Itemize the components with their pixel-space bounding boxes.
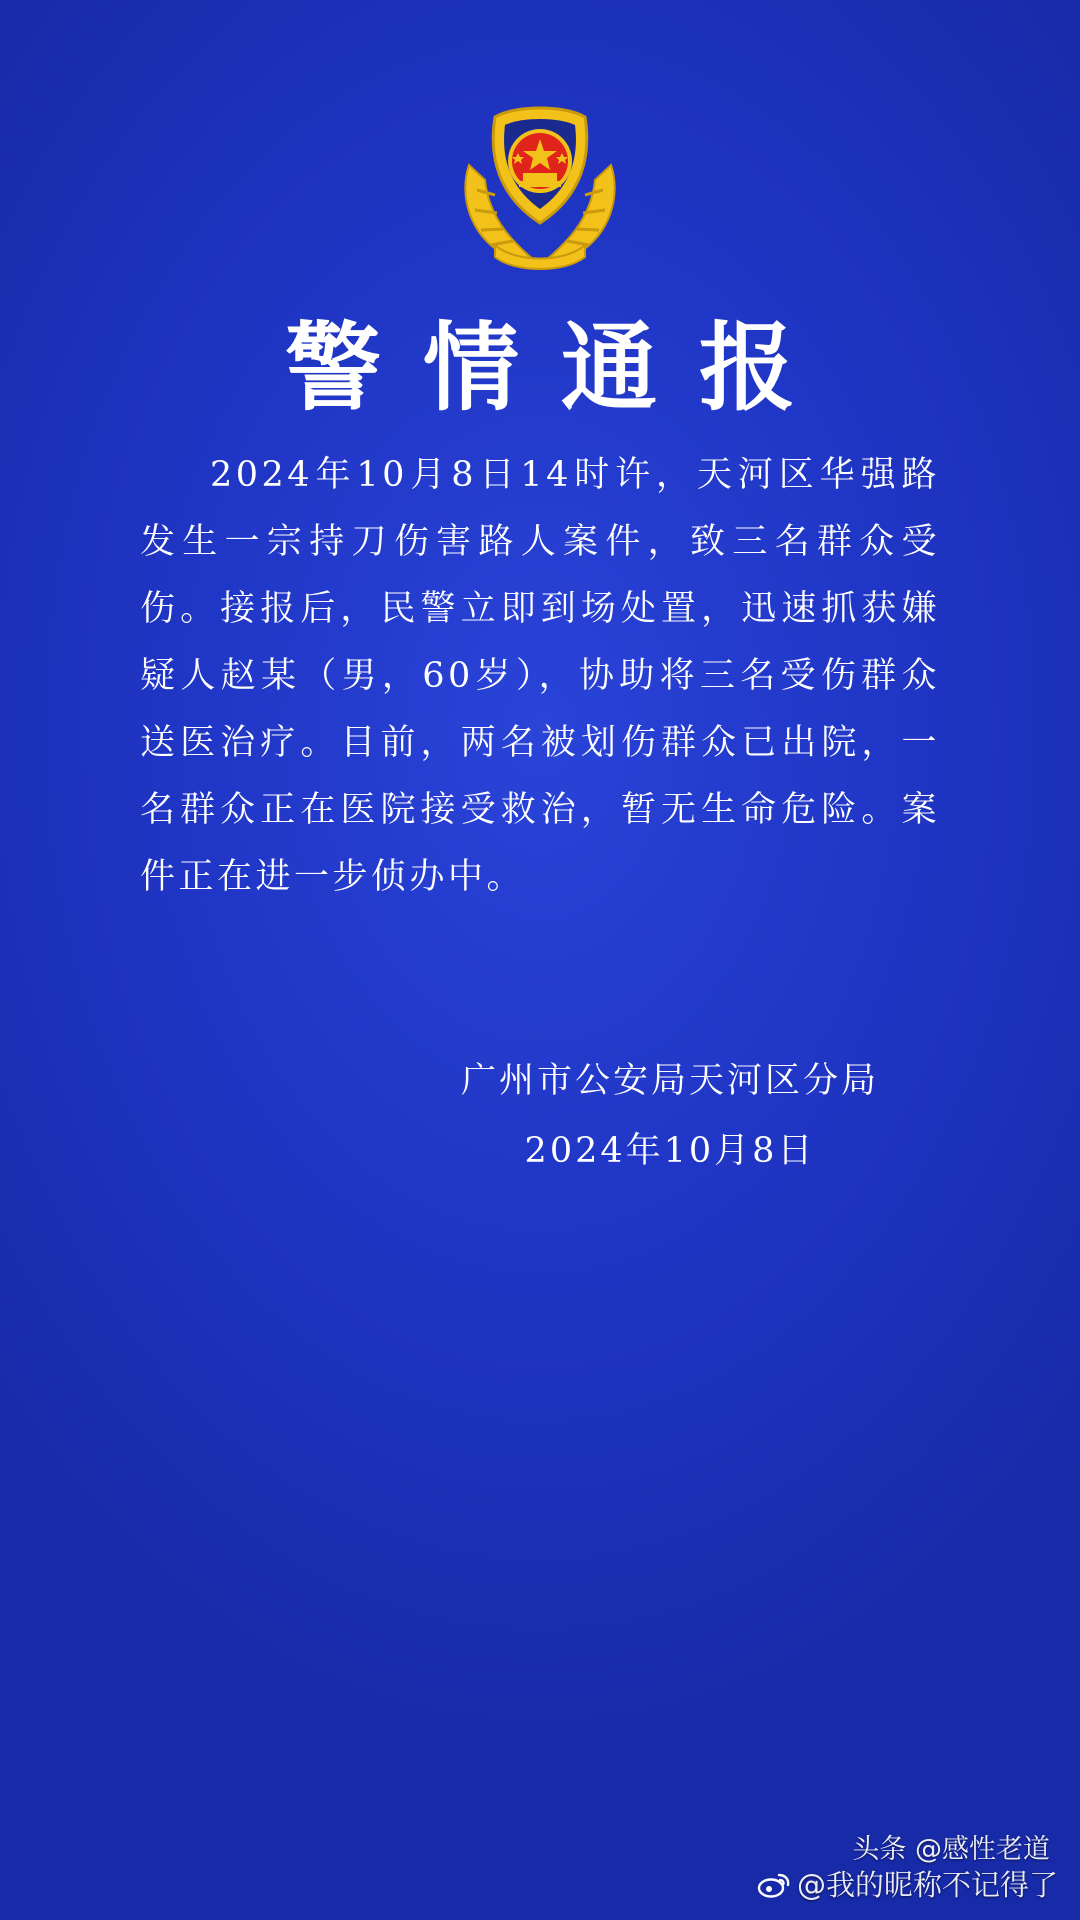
police-emblem-icon (455, 95, 625, 270)
notice-body: 2024年10月8日14时许，天河区华强路发生一宗持刀伤害路人案件，致三名群众受伤。接报后，民警立即到场处置，迅速抓获嫌疑人赵某（男，60岁），协助将三名受伤群众送医治疗。目前，两名被划伤群众已出院，一名群众正在医院接受救治，暂无生命危险。案件正在进一步侦办中。 (140, 455, 940, 897)
issue-date: 2024年10月8日 (524, 1131, 816, 1171)
watermark-weibo-text: @我的昵称不记得了 (796, 1868, 1058, 1902)
watermark-weibo (757, 1866, 1058, 1904)
watermark (757, 1834, 1058, 1904)
issuer-name: 广州市公安局天河区分局 (460, 1061, 879, 1101)
weibo-icon (757, 1871, 791, 1899)
watermark-toutiao: 头条 @感性老道 (852, 1834, 1050, 1865)
signature-block (440, 1046, 900, 1186)
notice-title: 警情通报 (285, 312, 837, 424)
